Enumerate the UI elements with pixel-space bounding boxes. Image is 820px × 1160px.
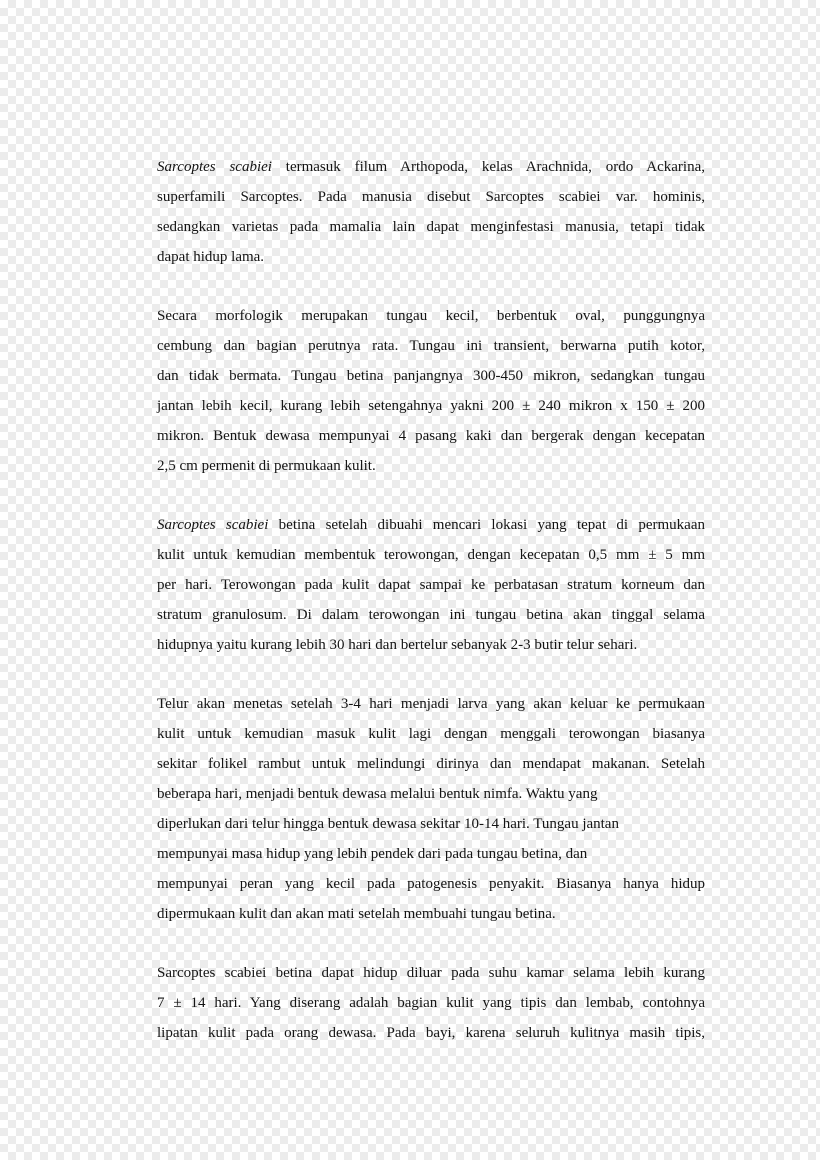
text-line: per hari. Terowongan pada kulit dapat sampai ke perbatasan stratum korneum dan [157,577,705,593]
paragraph-5 [157,958,705,1048]
text-line: diperlukan dari telur hingga bentuk dewasa sekitar 10-14 hari. Tungau jantan [157,816,619,832]
text-line: stratum granulosum. Di dalam terowongan ini tungau betina akan tinggal selama [157,607,705,623]
paragraph-4 [157,689,705,929]
text-line: Secara morfologik merupakan tungau kecil, berbentuk oval, punggungnya [157,308,705,324]
text-line: hidupnya yaitu kurang lebih 30 hari dan bertelur sebanyak 2-3 butir telur sehari. [157,637,638,653]
text-line: superfamili Sarcoptes. Pada manusia disebut Sarcoptes scabiei var. hominis, [157,189,705,205]
text-line: cembung dan bagian perutnya rata. Tungau ini transient, berwarna putih kotor, [157,338,705,354]
text-line: Sarcoptes scabiei betina dapat hidup diluar pada suhu kamar selama lebih kurang [157,965,705,981]
text-line: sekitar folikel rambut untuk melindungi dirinya dan mendapat makanan. Setelah [157,756,705,772]
paragraph-2 [157,301,705,481]
text-line: Telur akan menetas setelah 3-4 hari menjadi larva yang akan keluar ke permukaan [157,696,705,712]
paragraph-3 [157,510,705,660]
paragraph-1 [157,152,705,272]
species-name: Sarcoptes scabiei [157,159,272,175]
text-line: Sarcoptes scabiei termasuk filum Arthopoda, kelas Arachnida, ordo Ackarina, [157,159,705,175]
text-line: dipermukaan kulit dan akan mati setelah membuahi tungau betina. [157,906,556,922]
species-name: Sarcoptes scabiei [157,517,269,533]
text-line: mikron. Bentuk dewasa mempunyai 4 pasang kaki dan bergerak dengan kecepatan [157,428,705,444]
text-line: beberapa hari, menjadi bentuk dewasa melalui bentuk nimfa. Waktu yang [157,786,598,802]
document-page [157,152,705,1077]
text-line: mempunyai peran yang kecil pada patogenesis penyakit. Biasanya hanya hidup [157,876,705,892]
text-line: mempunyai masa hidup yang lebih pendek dari pada tungau betina, dan [157,846,588,862]
text-line: 2,5 cm permenit di permukaan kulit. [157,458,376,474]
text-line: dapat hidup lama. [157,249,265,265]
text-line: kulit untuk kemudian masuk kulit lagi dengan menggali terowongan biasanya [157,726,705,742]
text-line: sedangkan varietas pada mamalia lain dapat menginfestasi manusia, tetapi tidak [157,219,705,235]
text-line: Sarcoptes scabiei betina setelah dibuahi mencari lokasi yang tepat di permukaan [157,517,705,533]
text-line: dan tidak bermata. Tungau betina panjangnya 300-450 mikron, sedangkan tungau [157,368,705,384]
text-line: lipatan kulit pada orang dewasa. Pada bayi, karena seluruh kulitnya masih tipis, [157,1025,705,1041]
text-line: jantan lebih kecil, kurang lebih setengahnya yakni 200 ± 240 mikron x 150 ± 200 [157,398,705,414]
text-line: 7 ± 14 hari. Yang diserang adalah bagian kulit yang tipis dan lembab, contohnya [157,995,705,1011]
text-line: kulit untuk kemudian membentuk terowongan, dengan kecepatan 0,5 mm ± 5 mm [157,547,705,563]
